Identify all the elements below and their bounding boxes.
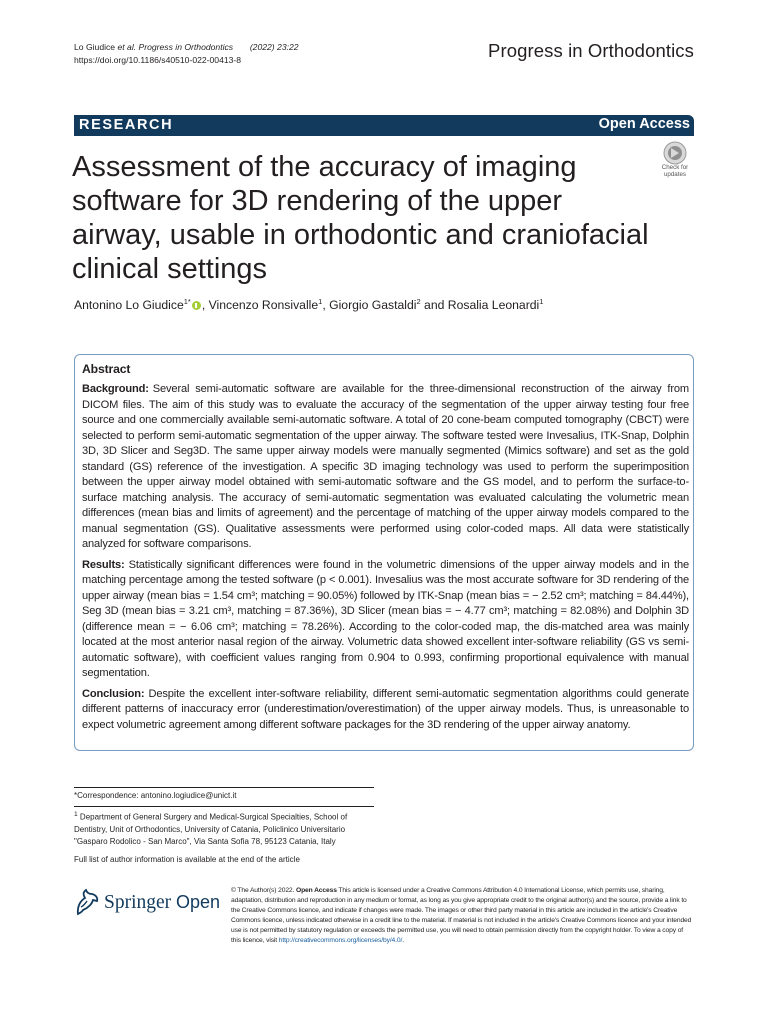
abstract-background: Background: Several semi-automatic software are available for the three-dimensional reconstruction of the airway from DICOM files. The aim of this study was to evaluate the accuracy of the segmentation of the upper airway testing four free source and one commercially available semi-automatic software. A total of 20 cone-beam computed tomography (CBCT) were selected to perform semi-automatic segmentation of the upper airway. The software tested were Invesalius, ITK-Snap, Dolphin 3D, 3D Slicer and Seg3D. The same upper airway models were manually segmented (Mimics software) and set as the gold standard (GS) reference of the investigation. A specific 3D imaging technology was used to perform the superimposition between the upper airway model obtained with semi-automatic software and the GS model, and to perform the surface-to-surface matching analysis. The accuracy of semi-automatic segmentation was evaluated calculating the volumetric mean differences (mean bias and limits of agreement) and the percentage of matching of the upper airway models compared to the manual segmentation (GS). Qualitative assessments were performed using color-coded maps. All data were statistically analyzed for software comparisons. (82, 383, 689, 550)
abstract-heading: Abstract (82, 362, 131, 376)
check-updates-icon (655, 141, 695, 165)
full-author-info-note: Full list of author information is available at the end of the article (74, 855, 300, 864)
check-for-updates-badge[interactable] (655, 141, 695, 181)
affiliation-note: $^1$ Department of General Surgery and Medical-Surgical Specialties, School of Dentistry, Unit of Orthodontics, University of Catania, Policlinico Universitario "Gasparo Rodolico - San Marco", Via Santa Sofia 78, 95123 Catania, Italy (74, 806, 374, 848)
running-header (74, 41, 299, 67)
orcid-icon[interactable] (192, 301, 201, 310)
author-list: Antonino Lo Giudice$^{1*}$ , Vincenzo Ronsivalle$^1$, Giorgio Gastaldi$^2$ and Rosalia Leonardi$^1$ (74, 297, 544, 313)
article-title: Assessment of the accuracy of imaging software for 3D rendering of the upper airway, usable in orthodontic and craniofacial clinical settings (72, 151, 649, 285)
springer-horse-icon (74, 887, 100, 917)
abstract-box (74, 354, 694, 751)
check-updates-label: Check for updates (661, 164, 689, 178)
correspondence-note: *Correspondence: antonino.logiudice@unict.it (74, 787, 374, 802)
article-type-label: RESEARCH (79, 117, 174, 133)
abstract-results: Results: Statistically significant differences were found in the volumetric dimensions of the upper airway models and in the matching percentage among the tested software (p < 0.001). Invesalius was the most accurate software for 3D rendering of the upper airway (mean bias = 1.54 cm³; matching = 90.05%) followed by ITK-Snap (mean bias = − 2.52 cm³; matching = 84.44%), Seg 3D (mean bias = 3.21 cm³, matching = 87.36%), 3D Slicer (mean bias = − 4.77 cm³; matching = 82.08%) and Dolphin 3D (difference mean = − 6.06 cm³; matching = 78.26%). According to the color-coded map, the dis-matched area was mainly located at the most anterior nasal region of the airway. Volumetric data showed excellent inter-software reliability (GS vs semi-automatic software), with coefficient values ranging from 0.904 to 0.993, confirming proportional equivalence with manual segmentation. (82, 558, 689, 679)
springer-open-logo[interactable]: Springer Open (74, 884, 224, 920)
license-statement: © The Author(s) 2022. Open Access This article is licensed under a Creative Commons Attribution 4.0 International License, which permits use, sharing, adaptation, distribution and reproduction in any medium or format, as long as you give appropriate credit to the original author(s) and the source, provide a link to the Creative Commons licence, and indicate if changes were made. The images or other third party material in this article are included in the article's Creative Commons licence, unless indicated otherwise in a credit line to the material. If material is not included in the article's Creative Commons licence and your intended use is not permitted by statutory regulation or exceeds the permitted use, you will need to obtain permission directly from the copyright holder. To view a copy of this licence, visit http://creativecommons.org/licenses/by/4.0/. (231, 887, 692, 945)
abstract-conclusion: Conclusion: Despite the excellent inter-software reliability, different semi-automatic segmentation algorithms could generate different patterns of inaccuracy error (underestimation/overestimation) of the upper airway models. Thus, is unreasonable to expect volumetric agreement among different software packages for the 3D rendering of the upper airway anatomy. (82, 687, 689, 731)
doi-link[interactable]: https://doi.org/10.1186/s40510-022-00413-8 (74, 55, 242, 65)
journal-name: Progress in Orthodontics (488, 40, 694, 61)
article-type-banner (74, 115, 694, 136)
open-access-label: Open Access (598, 116, 690, 132)
license-link[interactable]: http://creativecommons.org/licenses/by/4.0/ (278, 937, 403, 945)
citation: Lo Giudice et al. Progress in Orthodontics (2022) 23:22 (74, 42, 299, 52)
